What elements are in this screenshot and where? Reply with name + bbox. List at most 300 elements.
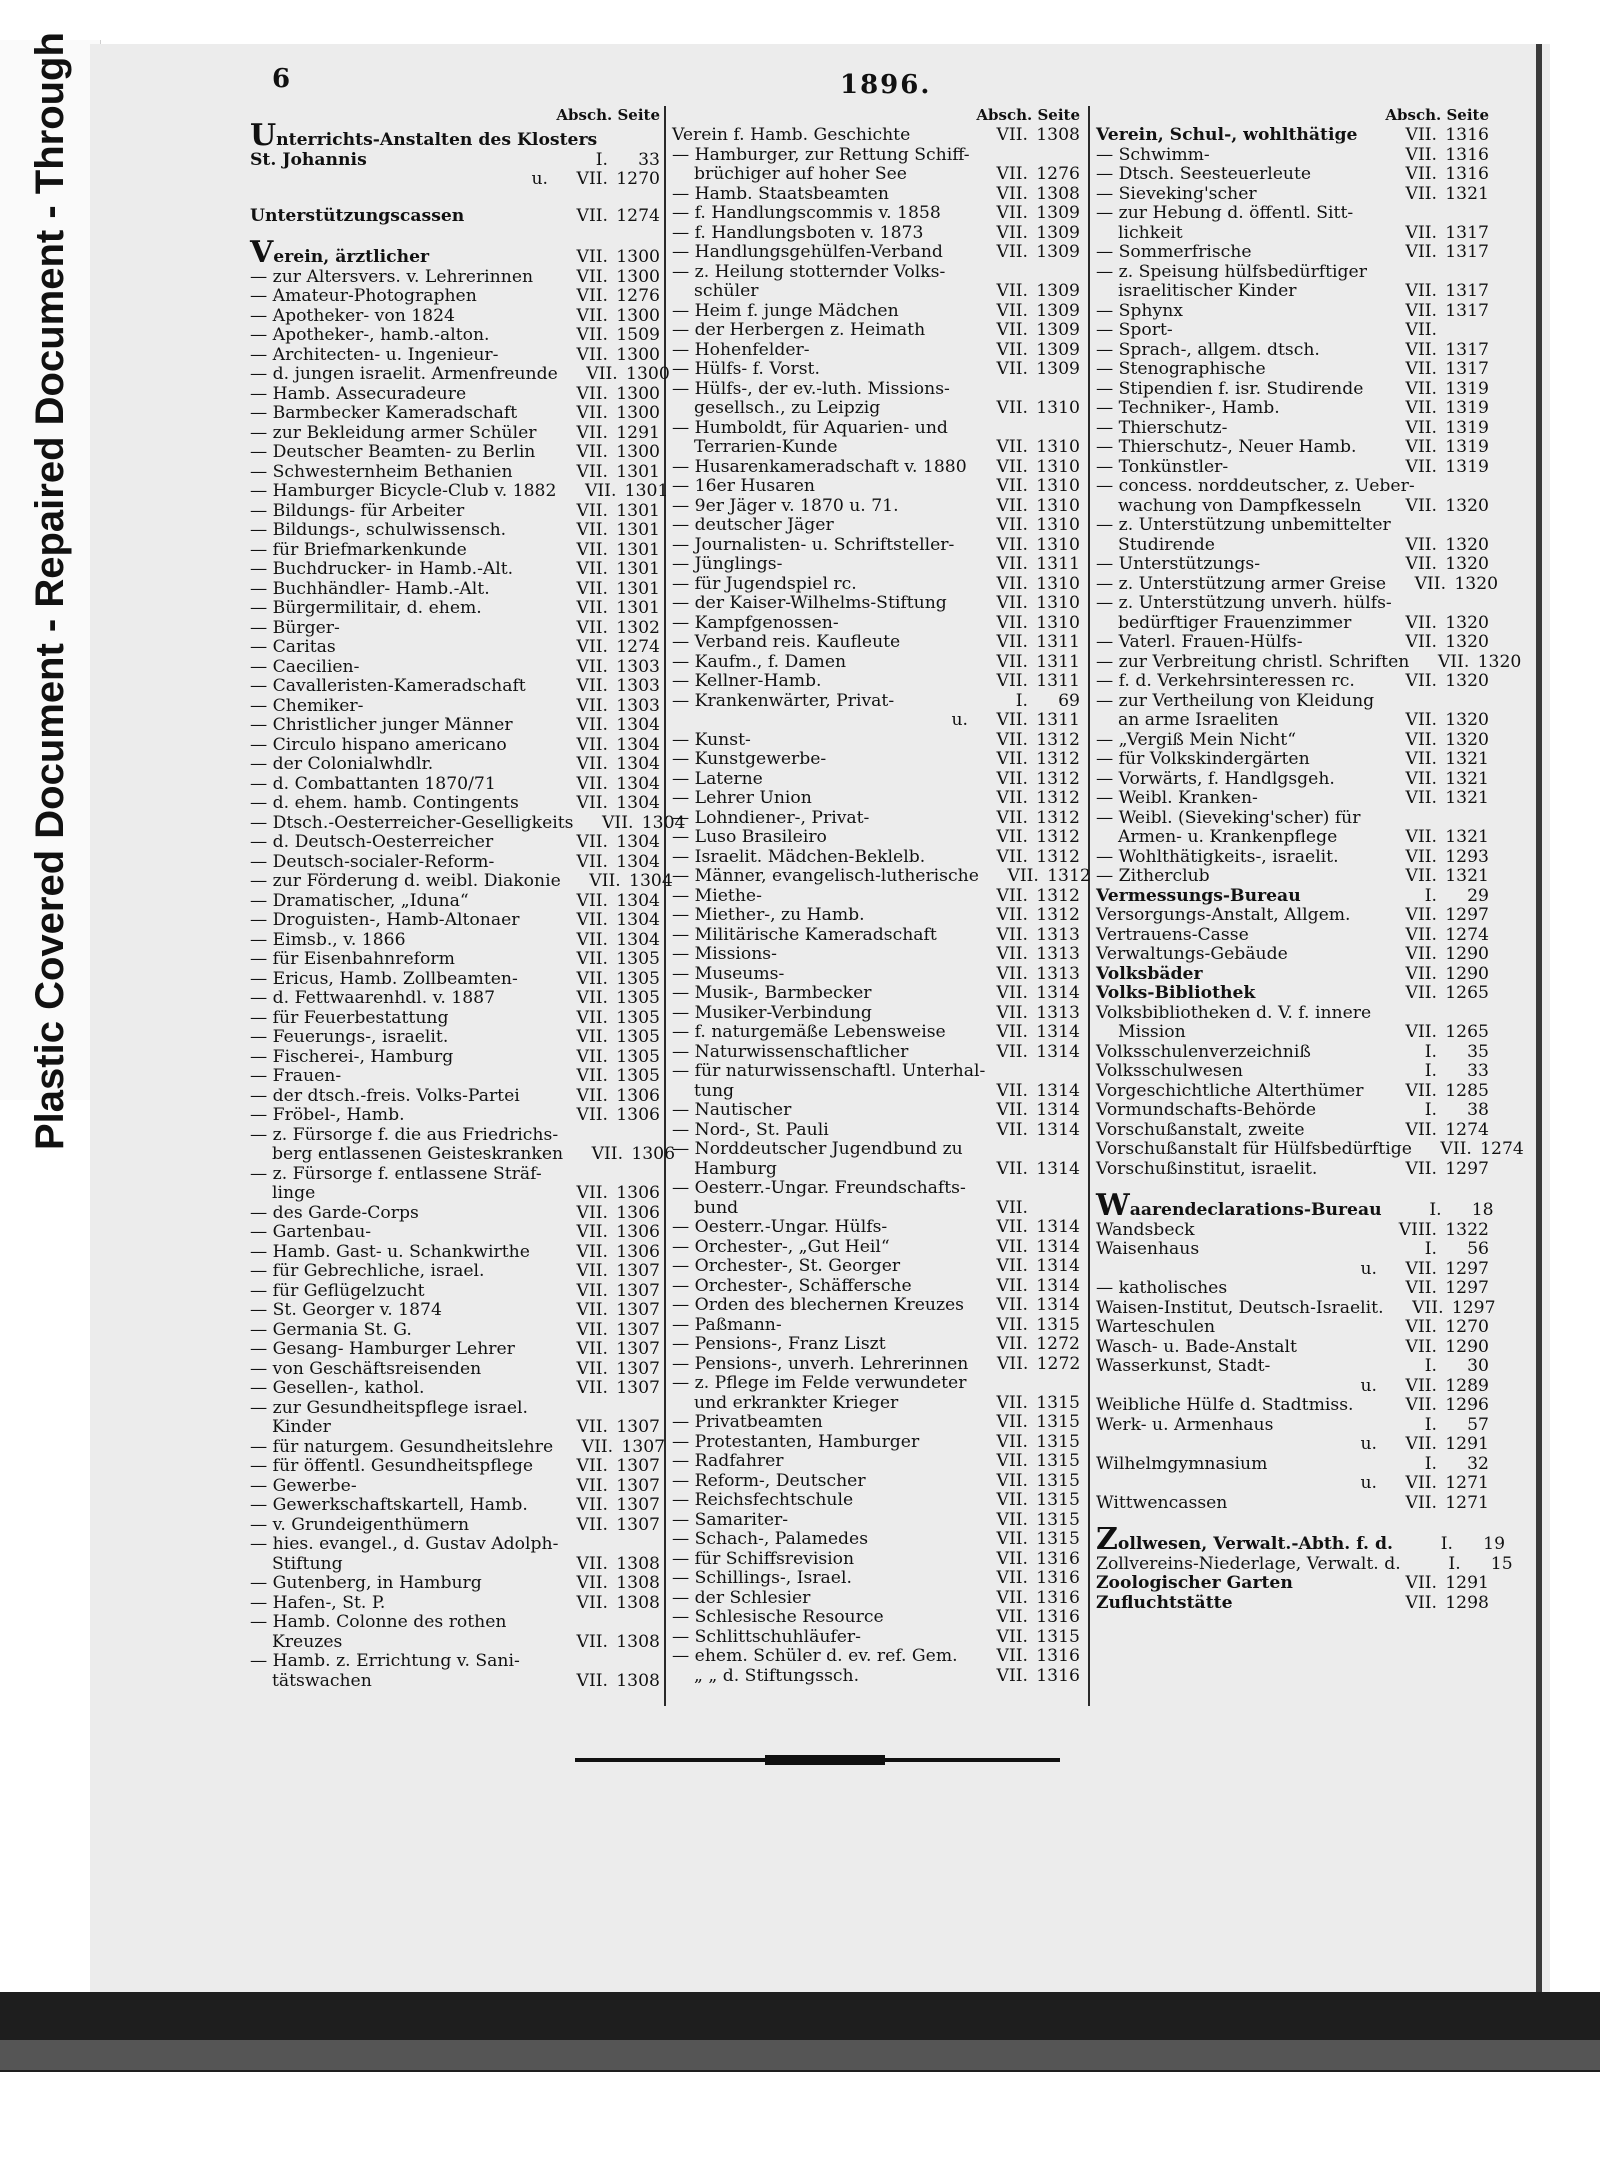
entry-section: VII. <box>1405 378 1437 399</box>
index-entry <box>672 438 1080 458</box>
entry-section: VII. <box>576 1027 608 1047</box>
entry-section: VII. <box>576 929 608 950</box>
entry-section: VII. <box>1405 1317 1437 1337</box>
entry-page: 1274 <box>616 637 660 657</box>
index-entry <box>250 560 660 580</box>
entry-section: VII. <box>1405 963 1437 984</box>
entry-section: VII. <box>576 1105 608 1125</box>
index-entry <box>250 1516 660 1536</box>
entry-title: — Musik-, Barmbecker <box>672 983 872 1003</box>
index-entry <box>672 926 1080 946</box>
index-entry <box>250 1087 660 1107</box>
entry-title: — Reichsfechtschule <box>672 1490 854 1510</box>
index-entry <box>250 1457 660 1477</box>
entry-section: VII. <box>1405 339 1437 360</box>
entry-title: — Naturwissenschaftlicher <box>672 1041 909 1062</box>
entry-section: VII. <box>1405 983 1437 1003</box>
index-entry <box>672 1491 1080 1511</box>
index-entry <box>250 1321 660 1341</box>
entry-page: 1316 <box>1036 1587 1080 1608</box>
entry-title: — Laterne <box>672 768 763 789</box>
entry-section: VII. <box>576 1046 608 1067</box>
index-entry <box>250 1672 660 1692</box>
entry-title: — Orchester-, St. Georger <box>672 1256 901 1276</box>
index-entry <box>250 1009 660 1029</box>
entry-section: VII. <box>576 890 608 911</box>
index-entry <box>672 750 1080 770</box>
entry-section: VII. <box>996 827 1028 847</box>
entry-title: — Kunst- <box>672 729 751 750</box>
entry-page: 32 <box>1467 1453 1489 1474</box>
entry-page: 1272 <box>1036 1353 1081 1374</box>
entry-title: Wittwencassen <box>1096 1492 1228 1513</box>
entry-page: 1314 <box>1036 1022 1080 1042</box>
entry-page: 1305 <box>616 1007 660 1028</box>
index-column-3 <box>1096 104 1524 1613</box>
entry-page: 1319 <box>1445 437 1489 457</box>
index-entry <box>1096 614 1489 634</box>
entry-page: 1317 <box>1445 300 1489 321</box>
entry-page: 1321 <box>1445 183 1489 204</box>
index-entry <box>250 1184 660 1204</box>
entry-page: 38 <box>1467 1100 1489 1120</box>
entry-page: 1305 <box>616 968 660 989</box>
entry-page: 1274 <box>1480 1139 1524 1159</box>
index-entry <box>1096 1082 1489 1102</box>
entry-title: — Wohlthätigkeits-, israelit. <box>1096 846 1339 867</box>
entry-title: — Hamb. Gast- u. Schankwirthe <box>250 1241 530 1262</box>
index-entry <box>672 321 1080 341</box>
entry-title: — Husarenkameradschaft v. 1880 <box>672 456 967 477</box>
entry-title: Wandsbeck <box>1096 1219 1195 1240</box>
index-entry <box>672 458 1080 478</box>
entry-section: VII. <box>576 1631 608 1652</box>
entry-section: VII. <box>996 222 1028 243</box>
entry-section: VII. <box>996 963 1028 984</box>
entry-section: VII. <box>1405 768 1437 789</box>
entry-title: — des Garde-Corps <box>250 1202 419 1223</box>
index-entry <box>1096 1240 1489 1260</box>
index-entry <box>672 497 1080 517</box>
entry-section: VII. <box>996 1041 1028 1062</box>
entry-title: u. <box>1360 1258 1377 1279</box>
index-entry <box>1096 573 1499 595</box>
entry-title: — Unterstützungs- <box>1096 554 1261 574</box>
column-header: Absch. Seite <box>1385 106 1489 124</box>
index-entry <box>1096 224 1489 244</box>
index-entry <box>250 736 660 756</box>
index-entry <box>1096 438 1489 458</box>
index-entry <box>672 1277 1080 1297</box>
entry-title: — Bildungs- für Arbeiter <box>250 500 465 521</box>
entry-page: 1300 <box>616 383 660 404</box>
entry-title: — Gesang- Hamburger Lehrer <box>250 1339 515 1359</box>
entry-title: — für Jugendspiel rc. <box>672 573 857 594</box>
index-entry <box>250 1204 660 1224</box>
entry-title: — Hamburger, zur Rettung Schiff- <box>672 144 970 165</box>
entry-section: VII. <box>576 1066 608 1086</box>
entry-page: 1301 <box>616 500 660 521</box>
entry-section: VIII. <box>1398 1219 1437 1240</box>
entry-page: 1290 <box>1445 1336 1489 1357</box>
entry-title: — z. Unterstützung unbemittelter <box>1096 515 1391 535</box>
entry-title: — Männer, evangelisch-lutherische <box>672 866 979 886</box>
entry-section: VII. <box>576 442 608 462</box>
entry-page: 1303 <box>616 676 660 696</box>
entry-page: 1309 <box>1036 359 1080 379</box>
entry-section: VII. <box>1007 866 1039 886</box>
index-entry <box>672 887 1080 907</box>
entry-title: Waisenhaus <box>1096 1239 1200 1259</box>
index-entry <box>672 263 1080 283</box>
entry-page: 19 <box>1483 1534 1506 1554</box>
entry-page: 1313 <box>1036 944 1080 964</box>
entry-page: 1304 <box>616 832 660 852</box>
entry-page: 1276 <box>616 286 660 306</box>
entry-page: 1314 <box>1036 983 1080 1003</box>
entry-section: VII. <box>576 1553 608 1574</box>
entry-title: — Nord-, St. Pauli <box>672 1119 829 1140</box>
entry-section: VII. <box>1405 495 1437 516</box>
entry-page: 1306 <box>631 1144 676 1164</box>
entry-page: 1315 <box>1036 1314 1080 1335</box>
entry-page: 1312 <box>1047 866 1091 886</box>
book-spine-edge <box>1536 44 1542 1992</box>
entry-page: 1308 <box>1036 183 1080 204</box>
index-entry <box>250 1535 660 1555</box>
entry-page: 1320 <box>1445 495 1489 516</box>
index-entry <box>672 984 1080 1004</box>
entry-section: VII. <box>576 1514 608 1535</box>
entry-page: 1297 <box>1445 1278 1489 1298</box>
entry-section: VII. <box>1412 1297 1444 1318</box>
entry-section: VII. <box>996 593 1028 613</box>
entry-page: 1270 <box>616 169 660 189</box>
index-entry <box>250 638 660 658</box>
entry-title: — Bildungs-, schulwissensch. <box>250 520 507 540</box>
index-entry <box>672 1296 1080 1316</box>
entry-page: 1320 <box>1445 612 1489 633</box>
entry-title: — Humboldt, für Aquarien- und <box>672 417 948 438</box>
index-entry <box>250 1282 660 1302</box>
index-entry <box>672 945 1080 965</box>
entry-title: — Schwimm- <box>1096 144 1210 165</box>
entry-page: 1314 <box>1036 1217 1080 1237</box>
entry-page: 1312 <box>1036 885 1080 906</box>
index-entry <box>672 1023 1080 1043</box>
entry-title: Volks-Bibliothek <box>1096 983 1256 1003</box>
entry-section: VII. <box>996 1587 1028 1608</box>
index-entry <box>1096 263 1489 283</box>
entry-title: — Journalisten- u. Schriftsteller- <box>672 534 955 555</box>
index-entry <box>250 1613 660 1633</box>
entry-section: VII. <box>996 885 1028 906</box>
entry-title: — Thierschutz-, Neuer Hamb. <box>1096 437 1357 457</box>
index-entry <box>672 360 1080 380</box>
entry-page: 1312 <box>1036 807 1080 828</box>
entry-title: — Fischerei-, Hamburg <box>250 1046 454 1067</box>
entry-title: Studirende <box>1118 534 1215 555</box>
entry-section: VII. <box>1405 359 1437 379</box>
entry-page: 1274 <box>1445 924 1489 945</box>
index-entry <box>250 364 670 385</box>
entry-title: — z. Speisung hülfsbedürftiger <box>1096 261 1367 282</box>
entry-title: — 9er Jäger v. 1870 u. 71. <box>672 495 899 516</box>
entry-page: 35 <box>1467 1041 1489 1062</box>
entry-section: VII. <box>576 1670 608 1691</box>
index-entry <box>1096 711 1489 731</box>
index-entry <box>1096 1377 1489 1397</box>
entry-title: Unterrichts-Anstalten des Klosters <box>250 118 598 153</box>
entry-section: VII. <box>996 944 1028 964</box>
entry-section: VII. <box>1405 1434 1437 1454</box>
index-entry <box>1096 945 1489 965</box>
entry-page: 1304 <box>616 929 660 950</box>
index-entry <box>250 481 669 502</box>
entry-page: 1315 <box>1036 1626 1080 1647</box>
index-entry <box>1096 1522 1506 1557</box>
index-entry <box>250 1418 660 1438</box>
index-entry <box>672 1667 1080 1687</box>
entry-page: 1290 <box>1445 944 1489 964</box>
index-entry <box>672 224 1080 244</box>
index-entry <box>672 965 1080 985</box>
index-entry <box>1096 1338 1489 1358</box>
entry-title: Volksbäder <box>1096 963 1203 984</box>
entry-page: 1314 <box>1036 1236 1080 1257</box>
index-entry <box>250 404 660 424</box>
entry-title: — Chemiker- <box>250 695 364 716</box>
entry-page: 1301 <box>616 520 660 540</box>
entry-page: 1305 <box>616 988 660 1008</box>
index-entry <box>1096 1062 1489 1082</box>
index-entry <box>672 1608 1080 1628</box>
entry-page: 18 <box>1471 1200 1494 1220</box>
entry-page: 1303 <box>616 656 660 677</box>
entry-section: VII. <box>1405 1022 1437 1042</box>
entry-page: 1321 <box>1445 788 1489 808</box>
index-entry <box>672 1082 1080 1102</box>
entry-page: 1310 <box>1036 573 1080 594</box>
index-entry <box>250 580 660 600</box>
entry-page: 69 <box>1058 690 1080 711</box>
entry-title: — der Kaiser-Wilhelms-Stiftung <box>672 593 947 613</box>
entry-title: Vorschußanstalt, zweite <box>1096 1119 1305 1140</box>
index-entry <box>672 731 1080 751</box>
entry-section: VII. <box>996 1509 1028 1530</box>
index-entry <box>672 672 1080 692</box>
entry-section: VII. <box>576 559 608 579</box>
index-entry <box>250 1223 660 1243</box>
entry-title: — Gewerbe- <box>250 1475 357 1496</box>
end-rule-ornament <box>765 1755 885 1765</box>
entry-section: VII. <box>576 1495 608 1515</box>
entry-page: 1317 <box>1445 339 1489 360</box>
entry-section: VII. <box>996 359 1028 379</box>
index-entry <box>1096 692 1489 712</box>
entry-section: VII. <box>996 807 1028 828</box>
index-entry <box>672 1062 1080 1082</box>
entry-title: tätswachen <box>272 1670 372 1691</box>
index-entry <box>250 521 660 541</box>
entry-page: 1315 <box>1036 1529 1080 1549</box>
entry-section: VII. <box>996 1314 1028 1335</box>
entry-page: 1307 <box>616 1280 660 1301</box>
index-entry <box>1096 731 1489 751</box>
entry-title: Zollwesen, Verwalt.-Abth. f. d. <box>1096 1522 1394 1557</box>
index-entry <box>250 833 660 853</box>
entry-title: — deutscher Jäger <box>672 515 834 535</box>
entry-page: 56 <box>1467 1239 1489 1259</box>
entry-page: 1285 <box>1445 1080 1489 1101</box>
entry-title: — Orden des blechernen Kreuzes <box>672 1295 964 1315</box>
entry-section: VII. <box>576 500 608 521</box>
entry-page: 1304 <box>616 793 660 813</box>
entry-page: 1320 <box>1445 671 1489 691</box>
entry-page: 1509 <box>616 325 660 345</box>
entry-page: 1311 <box>1036 651 1080 672</box>
entry-title: — „Vergiß Mein Nicht“ <box>1096 729 1297 750</box>
index-column-1 <box>250 104 686 1691</box>
entry-section: VII. <box>576 1378 608 1398</box>
entry-title: — z. Unterstützung unverh. hülfs- <box>1096 593 1392 613</box>
index-entry <box>250 931 660 951</box>
entry-title: — Fröbel-, Hamb. <box>250 1105 405 1125</box>
entry-section: VII. <box>996 924 1028 945</box>
entry-title: — z. Unterstützung armer Greise <box>1096 573 1387 594</box>
index-entry <box>1096 1043 1489 1063</box>
entry-title: — Luso Brasileiro <box>672 827 827 847</box>
entry-title: — Missions- <box>672 944 777 964</box>
entry-page: 1307 <box>616 1514 660 1535</box>
entry-page: 1317 <box>1445 281 1489 301</box>
entry-section: VII. <box>1405 281 1437 301</box>
entry-page: 1300 <box>616 305 660 326</box>
entry-section: VII. <box>1405 534 1437 555</box>
entry-page: 1304 <box>629 871 673 891</box>
entry-title: — Verband reis. Kaufleute <box>672 632 901 652</box>
entry-title: — der Herbergen z. Heimath <box>672 320 926 340</box>
entry-title: Terrarien-Kunde <box>694 437 838 457</box>
entry-title: — d. ehem. hamb. Contingents <box>250 793 519 813</box>
entry-title: „ „ d. Stiftungssch. <box>694 1665 860 1686</box>
index-entry <box>250 1436 666 1458</box>
index-entry <box>250 1126 660 1146</box>
entry-section: VII. <box>576 1319 608 1340</box>
index-entry <box>1096 1101 1489 1121</box>
entry-section: VII. <box>576 1573 608 1593</box>
entry-title: — hies. evangel., d. Gustav Adolph- <box>250 1534 559 1554</box>
entry-section: VII. <box>996 398 1028 418</box>
entry-section: VII. <box>996 749 1028 769</box>
entry-section: VII. <box>576 205 608 226</box>
index-entry <box>672 653 1080 673</box>
entry-page: 1306 <box>616 1105 660 1125</box>
entry-page: 1301 <box>616 461 660 482</box>
entry-title: — Dtsch.-Oesterreicher-Geselligkeits <box>250 812 574 833</box>
entry-page: 1300 <box>616 403 660 423</box>
entry-page: 1271 <box>1445 1492 1489 1513</box>
entry-title: — f. Handlungscommis v. 1858 <box>672 203 941 223</box>
index-entry <box>1096 185 1489 205</box>
entry-title: — Sprach-, allgem. dtsch. <box>1096 339 1320 360</box>
entry-title: — 16er Husaren <box>672 476 815 496</box>
index-entry <box>672 341 1080 361</box>
entry-title: Kreuzes <box>272 1631 343 1652</box>
index-entry <box>1096 204 1489 224</box>
entry-section: VII. <box>996 1217 1028 1237</box>
entry-section: VII. <box>576 910 608 930</box>
entry-page: 1317 <box>1445 222 1489 243</box>
entry-title: — Handlungsgehülfen-Verband <box>672 242 943 262</box>
entry-section: VII. <box>576 637 608 657</box>
index-entry <box>672 419 1080 439</box>
entry-section: I. <box>1424 1239 1437 1259</box>
entry-section: VII. <box>576 949 608 969</box>
index-entry <box>672 126 1080 146</box>
entry-section: VII. <box>996 1568 1028 1588</box>
entry-title: Vermessungs-Bureau <box>1096 885 1301 906</box>
entry-page: 1309 <box>1036 339 1080 360</box>
entry-section: VII. <box>576 598 608 618</box>
entry-title: — Sphynx <box>1096 300 1183 321</box>
entry-page: 1322 <box>1445 1219 1489 1240</box>
index-entry <box>250 190 660 207</box>
entry-page: 1316 <box>1445 125 1489 145</box>
entry-section: VII. <box>996 1334 1028 1354</box>
index-entry <box>250 1652 660 1672</box>
index-entry <box>250 1106 660 1126</box>
entry-section: VII. <box>576 617 608 638</box>
index-entry <box>1096 126 1489 146</box>
index-entry <box>250 385 660 405</box>
entry-page: 1271 <box>1445 1473 1489 1493</box>
entry-title: — Kampfgenossen- <box>672 612 839 633</box>
entry-page: 1274 <box>616 205 660 226</box>
index-entry <box>1096 1574 1489 1594</box>
index-entry <box>1096 380 1489 400</box>
entry-page: 1304 <box>616 851 660 872</box>
entry-title: — Weibl. (Sieveking'scher) für <box>1096 807 1361 828</box>
entry-title: Verein, Schul-, wohlthätige <box>1096 125 1358 145</box>
entry-page: 1313 <box>1036 963 1080 984</box>
entry-section: VII. <box>996 203 1028 223</box>
entry-section: VII. <box>996 437 1028 457</box>
entry-title: — d. jungen israelit. Armenfreunde <box>250 364 558 384</box>
entry-page: 1304 <box>616 734 660 755</box>
entry-section: VII. <box>1405 671 1437 691</box>
index-entry <box>672 614 1080 634</box>
entry-section: VII. <box>996 729 1028 750</box>
entry-section: VII. <box>1405 749 1437 769</box>
column-divider <box>1088 106 1090 1706</box>
entry-title: — Barmbecker Kameradschaft <box>250 403 518 423</box>
index-entry <box>1096 1023 1489 1043</box>
entry-section: I. <box>1015 690 1028 711</box>
entry-title: bedürftiger Frauenzimmer <box>1118 612 1352 633</box>
column-header: Absch. Seite <box>556 106 660 124</box>
entry-section: VII. <box>1405 710 1437 730</box>
index-entry <box>250 1496 660 1516</box>
entry-page: 1311 <box>1036 554 1080 574</box>
entry-title: — d. Combattanten 1870/71 <box>250 773 496 794</box>
entry-title: — Sport- <box>1096 320 1173 340</box>
index-entry <box>250 1067 660 1087</box>
index-entry <box>672 906 1080 926</box>
entry-title: — d. Fettwaarenhdl. v. 1887 <box>250 988 496 1008</box>
entry-title: — f. Handlungsboten v. 1873 <box>672 222 924 243</box>
entry-page: 1310 <box>1036 534 1080 555</box>
